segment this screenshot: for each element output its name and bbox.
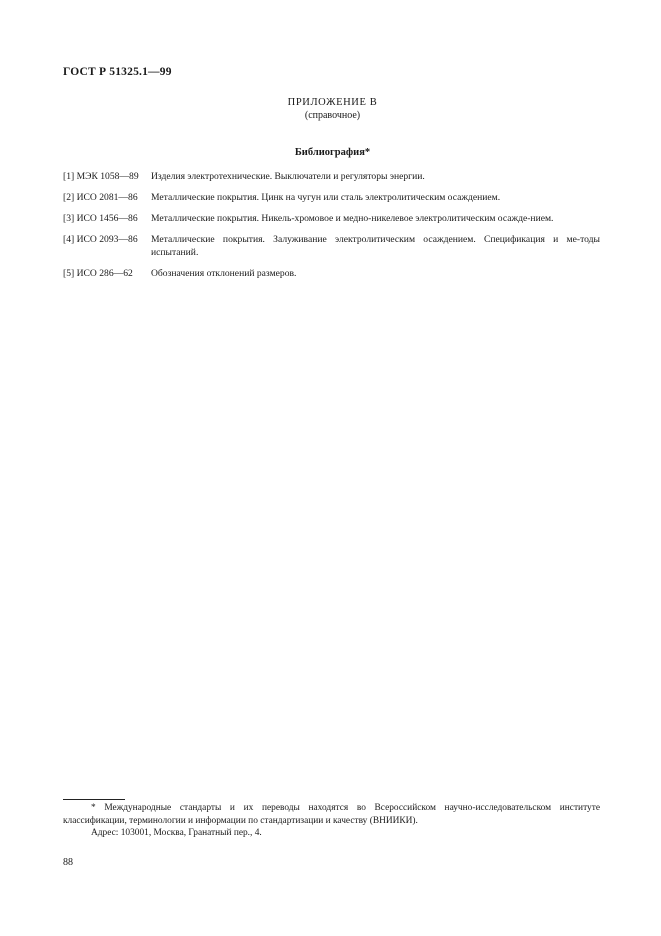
footnote-address: Адрес: 103001, Москва, Гранатный пер., 4. [91,828,262,838]
footnote-text: * Международные стандарты и их переводы находятся во Всероссийском научно-исследовательском институте классификации, терминологии и информации по стандартизации и качеству (ВНИИКИ). [63,803,600,826]
bibliography-text: Металлические покрытия. Никель-хромовое и медно-никелевое электролитическим осажде-нием. [151,213,554,224]
bibliography-text: Металлические покрытия. Цинк на чугун или сталь электролитическим осаждением. [151,192,501,203]
footnote [63,802,600,840]
bibliography-heading: Библиография* [294,147,371,158]
appendix-subtitle: (справочное) [304,110,361,121]
bibliography-list [63,171,600,289]
bibliography-ref: [4] ИСО 2093—86 [63,234,138,245]
bibliography-item [63,213,600,226]
bibliography-item [63,268,600,281]
bibliography-item [63,192,600,205]
bibliography-text: Обозначения отклонений размеров. [151,267,297,279]
appendix-title: ПРИЛОЖЕНИЕ В [287,97,378,108]
bibliography-item [63,171,600,184]
bibliography-ref: [1] МЭК 1058—89 [63,171,139,182]
bibliography-text: Изделия электротехнические. Выключатели и регуляторы энергии. [151,171,425,182]
bibliography-item [63,234,600,259]
document-code: ГОСТ Р 51325.1—99 [63,66,172,78]
bibliography-ref: [2] ИСО 2081—86 [63,192,138,203]
bibliography-ref: [5] ИСО 286—62 [63,267,133,279]
footnote-divider [63,799,125,800]
bibliography-text: Металлические покрытия. Залуживание электролитическим осаждением. Спецификация и ме-тоды испытаний. [151,234,600,258]
page-number: 88 [63,857,73,868]
bibliography-ref: [3] ИСО 1456—86 [63,213,138,224]
